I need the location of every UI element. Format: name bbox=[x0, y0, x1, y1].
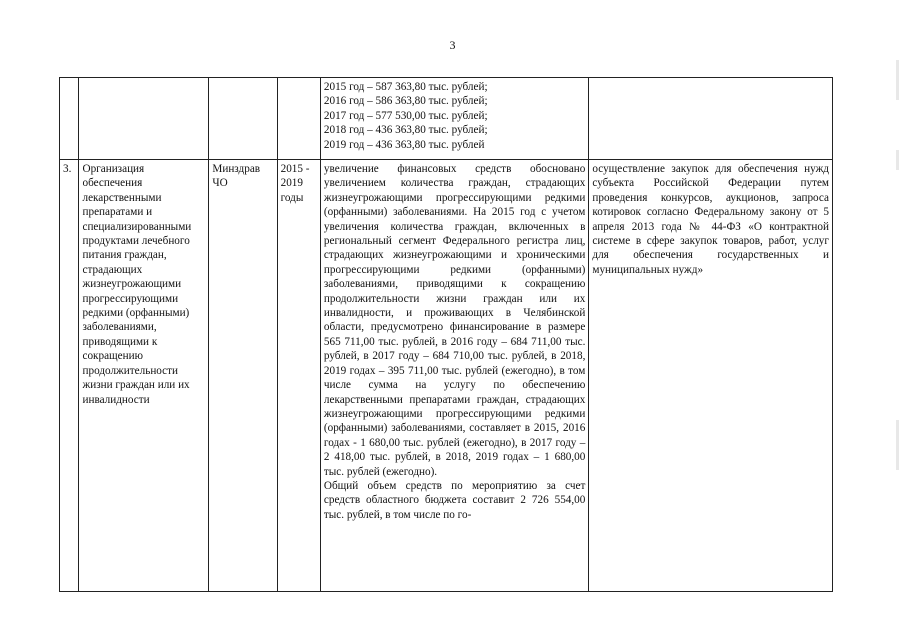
row-number: 3. bbox=[63, 163, 72, 175]
cell-name bbox=[79, 160, 209, 592]
cell-funding bbox=[320, 160, 588, 592]
funding-line: 2015 год – 587 363,80 тыс. рублей; bbox=[323, 81, 488, 93]
procurement-text: осуществление закупок для обеспечения нужд субъекта Российской Федерации путем проведения конкурсов, аукционов, запроса котировок согласно Федеральному закону от 5 апреля 2013 года № 44-ФЗ «О контрактной системе в сфере закупок товаров, работ, услуг для обеспечения государственных и муниципальных нужд» bbox=[592, 163, 829, 276]
funding-line: 2016 год – 586 363,80 тыс. рублей; bbox=[323, 95, 488, 108]
executor: Минздрав ЧО bbox=[212, 163, 261, 190]
cell-executor bbox=[209, 78, 277, 160]
cell-procurement bbox=[589, 160, 833, 592]
cell-procurement bbox=[589, 78, 833, 160]
cell-number bbox=[60, 160, 79, 592]
funding-line: 2019 год – 436 363,80 тыс. рублей bbox=[323, 138, 485, 151]
cell-years bbox=[277, 160, 320, 592]
scan-artifact bbox=[896, 420, 899, 470]
cell-executor bbox=[209, 160, 277, 592]
page-number: 3 bbox=[449, 38, 456, 52]
funding-line: 2018 год – 436 363,80 тыс. рублей; bbox=[323, 124, 488, 137]
funding-line: 2017 год – 577 530,00 тыс. рублей; bbox=[323, 109, 488, 122]
measures-table bbox=[59, 77, 833, 592]
scan-artifact bbox=[896, 150, 899, 170]
cell-funding bbox=[320, 78, 588, 160]
cell-years bbox=[277, 78, 320, 160]
funding-paragraph: Общий объем средств по мероприятию за счет средств областного бюджета составит 2 726 554,00 тыс. рублей, в том числе по го- bbox=[323, 479, 586, 521]
cell-name bbox=[79, 78, 209, 160]
measure-name: Организация обеспечения лекарственными препаратами и специализированными продуктами лечебного питания граждан, страдающих жизнеугрожающими прогрессирующими редкими (орфанными) заболеваниями, приводящими к сокращению продолжительности жизни граждан или их инвалидности bbox=[82, 163, 192, 406]
table-row bbox=[60, 160, 833, 592]
scan-artifact bbox=[896, 60, 899, 100]
funding-paragraph: увеличение финансовых средств обосновано увеличением количества граждан, страдающих жизнеугрожающими прогрессирующими редкими (орфанными) заболеваниями. На 2015 год с учетом увеличения количества граждан, включенных в региональный сегмент Федерального регистра лиц, страдающих жизнеугрожающими и хроническими прогрессирующими редкими (орфанными) заболеваниями, приводящими к сокращению продолжительности жизни граждан или их инвалидности, и проживающих в Челябинской области, предусмотрено финансирование в размере 565 711,00 тыс. рублей, в 2016 году – 684 711,00 тыс. рублей, в 2017 году – 684 710,00 тыс. рублей, в 2018, 2019 годах – 395 711,00 тыс. рублей (ежегодно), в том числе сумма на услугу по обеспечению лекарственными препаратами граждан, страдающих жизнеугрожающими прогрессирующими редкими (орфанными) заболеваниями, составляет в 2015, 2016 годах - 1 680,00 тыс. рублей (ежегодно), в 2017 году – 2 418,00 тыс. рублей, в 2018, 2019 годах – 1 680,00 тыс. рублей (ежегодно). bbox=[323, 163, 586, 478]
cell-number bbox=[60, 78, 79, 160]
table-row bbox=[60, 78, 833, 160]
period: 2015 - 2019 годы bbox=[280, 163, 310, 204]
